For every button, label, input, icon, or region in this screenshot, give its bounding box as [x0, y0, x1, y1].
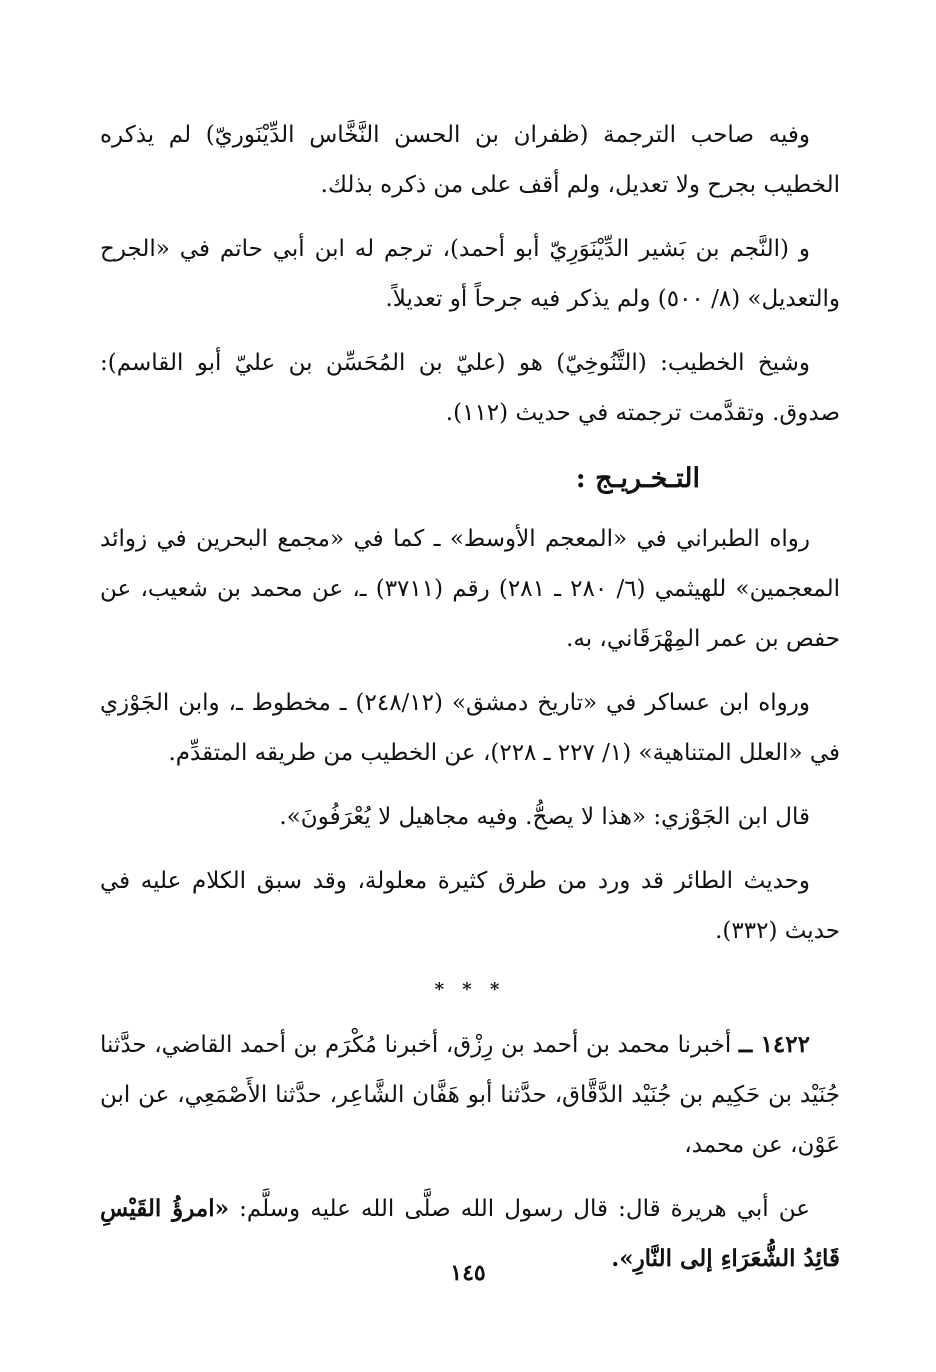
paragraph-tanukhi-note: وشيخ الخطيب: (التَّنُوخِيّ) هو (عليّ بن المُحَسِّن بن عليّ أبو القاسم): صدوق. وتقدَّمت ترجمته في حديث (١١٢).	[100, 350, 840, 426]
paragraph-translation-note: وفيه صاحب الترجمة (ظفران بن الحسن النَّخَّاس الدِّيْنَوريّ) لم يذكره الخطيب بجرح ولا تعديل، ولم أقف على من ذكره بذلك.	[100, 122, 840, 198]
page-body	[100, 110, 840, 1298]
paragraph-tabarani: رواه الطبراني في «المعجم الأوسط» ـ كما في «مجمع البحرين في زوائد المعجمين» للهيثمي (٦/ ٢٨٠ ـ ٢٨١) رقم (٣٧١١) ـ، عن محمد بن شعيب، عن حفص بن عمر المِهْرَقَاني، به.	[100, 526, 840, 652]
paragraph-ibn-asakir: ورواه ابن عساكر في «تاريخ دمشق» (٢٤٨/١٢) ـ مخطوط ـ، وابن الجَوْزي في «العلل المتناهية» (١/ ٢٢٧ ـ ٢٢٨)، عن الخطيب من طريقه المتقدِّم.	[100, 690, 840, 766]
paragraph-bird-hadith: وحديث الطائر قد ورد من طرق كثيرة معلولة، وقد سبق الكلام عليه في حديث (٣٣٢).	[100, 868, 840, 944]
section-heading-takhrij: التـخـريـج :	[575, 463, 700, 494]
hadith-intro: عن أبي هريرة قال: قال رسول الله صلَّى الله عليه وسلَّم:	[239, 1196, 811, 1222]
hadith-quote: «امرؤُ القَيْسِ قَائِدُ الشُّعَرَاءِ إلى النَّارِ».	[100, 1195, 840, 1272]
hadith-isnad-text: أخبرنا محمد بن أحمد بن رِزْق، أخبرنا مُكْرَم بن أحمد القاضي، حدَّثنا جُنَيْد بن حَكِيم بن جُنَيْد الدَّقَّاق، حدَّثنا أبو هَفَّان الشَّاعِر، حدَّثنا الأَصْمَعِي، عن ابن عَوْن، عن محمد،	[100, 1032, 840, 1158]
page-number: ١٤٥	[450, 1260, 486, 1286]
section-divider: * * *	[434, 979, 506, 1000]
paragraph-hadith-isnad	[100, 1020, 840, 1170]
hadith-number: ١٤٢٢ ــ	[738, 1031, 810, 1058]
paragraph-ibn-jawzi-quote: قال ابن الجَوْزي: «هذا لا يصحُّ. وفيه مجاهيل لا يُعْرَفُونَ».	[279, 804, 810, 830]
paragraph-najm-note: و (النَّجم بن بَشير الدِّيْنَوَرِيّ أبو أحمد)، ترجم له ابن أبي حاتم في «الجرح والتعديل» (٨/ ٥٠٠) ولم يذكر فيه جرحاً أو تعديلاً.	[100, 236, 840, 312]
